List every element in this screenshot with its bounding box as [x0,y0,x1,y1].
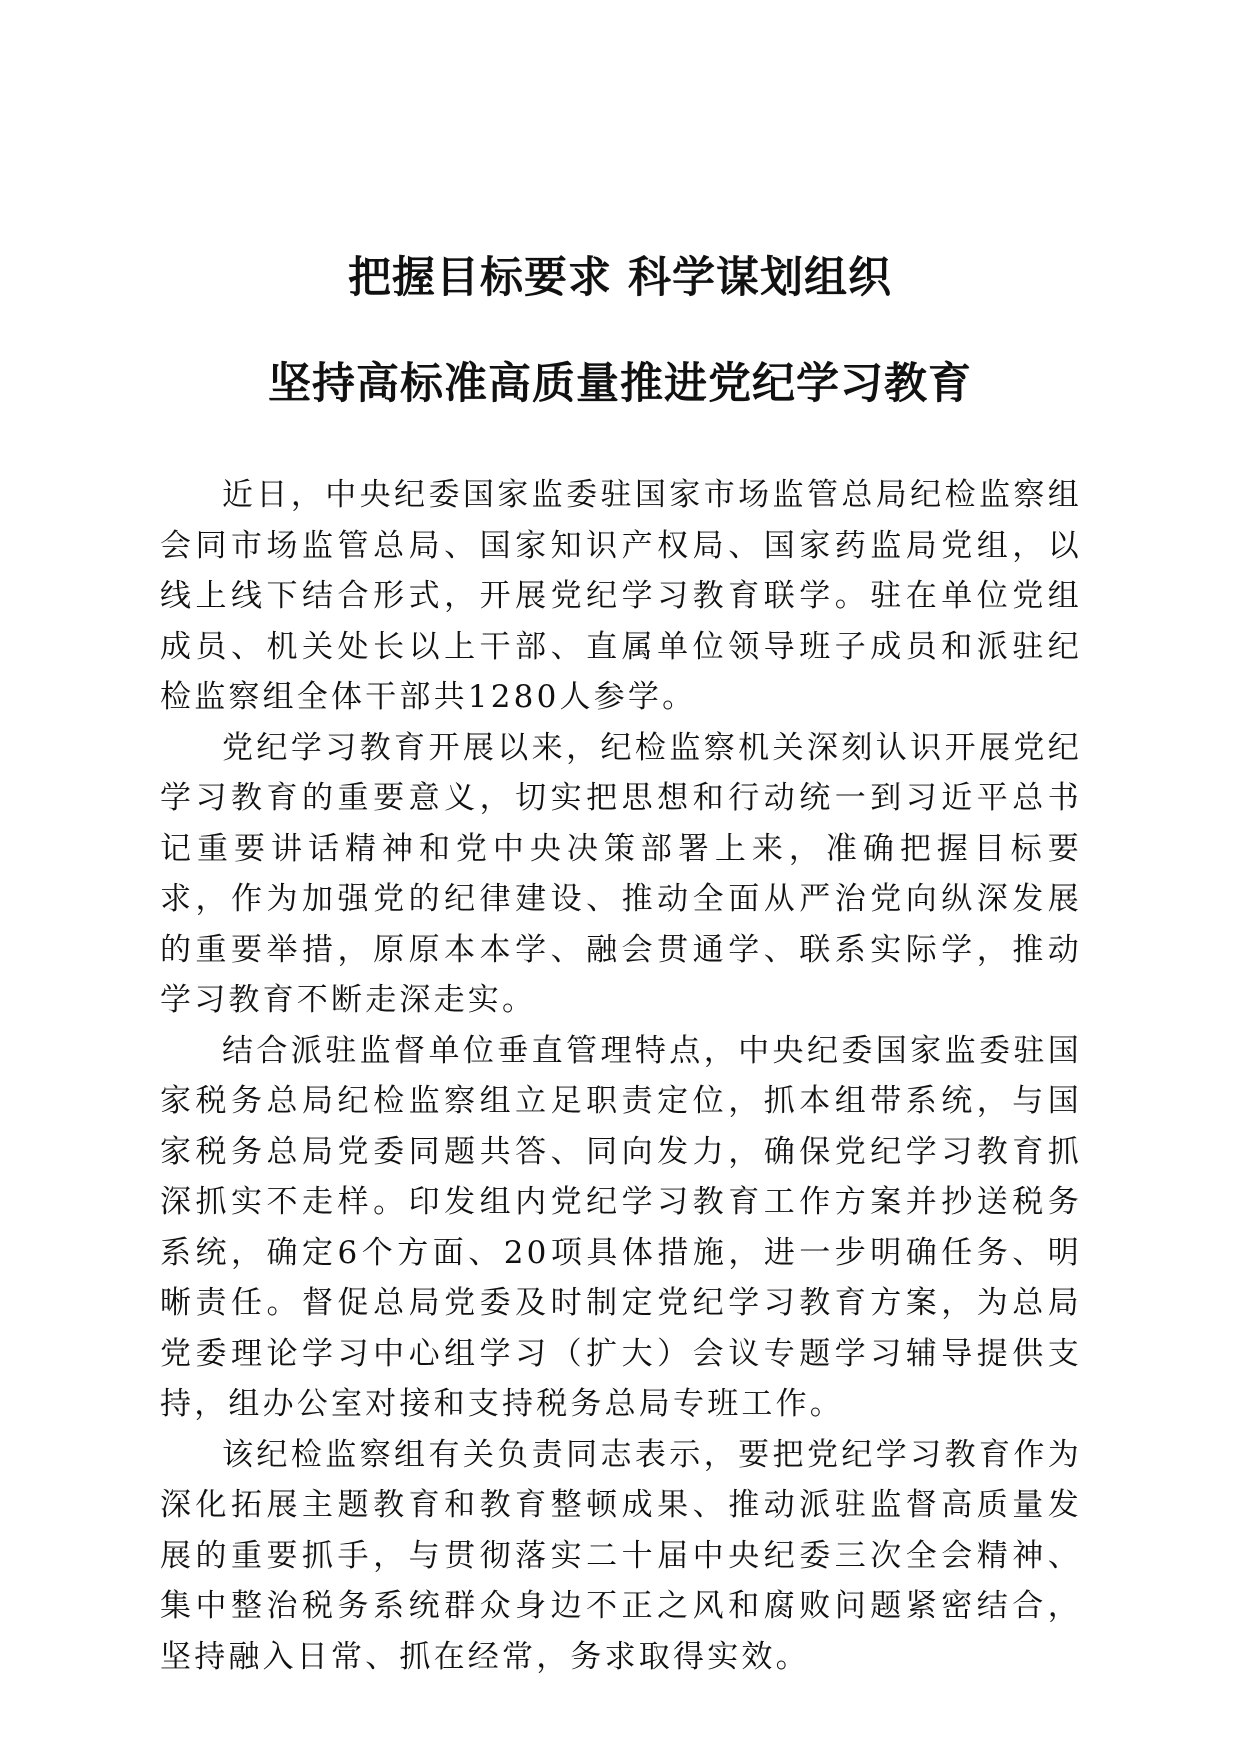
title-line-1: 把握目标要求 科学谋划组织 [348,253,892,303]
paragraph-1: 近日，中央纪委国家监委驻国家市场监管总局纪检监察组会同市场监管总局、国家知识产权局、国家药监局党组，以线上线下结合形式，开展党纪学习教育联学。驻在单位党组成员、机关处长以上干部、直属单位领导班子成员和派驻纪检监察组全体干部共1280人参学。 [160,477,1082,715]
title-line-2: 坚持高标准高质量推进党纪学习教育 [268,359,972,409]
document-body [160,470,1082,1682]
paragraph-3: 结合派驻监督单位垂直管理特点，中央纪委国家监委驻国家税务总局纪检监察组立足职责定位，抓本组带系统，与国家税务总局党委同题共答、同向发力，确保党纪学习教育抓深抓实不走样。印发组内党纪学习教育工作方案并抄送税务系统，确定6个方面、20项具体措施，进一步明确任务、明晰责任。督促总局党委及时制定党纪学习教育方案，为总局党委理论学习中心组学习（扩大）会议专题学习辅导提供支持，组办公室对接和支持税务总局专班工作。 [160,1032,1082,1422]
paragraph-2: 党纪学习教育开展以来，纪检监察机关深刻认识开展党纪学习教育的重要意义，切实把思想和行动统一到习近平总书记重要讲话精神和党中央决策部署上来，准确把握目标要求，作为加强党的纪律建设、推动全面从严治党向纵深发展的重要举措，原原本本学、融会贯通学、联系实际学，推动学习教育不断走深走实。 [160,729,1082,1018]
paragraph-4: 该纪检监察组有关负责同志表示，要把党纪学习教育作为深化拓展主题教育和教育整顿成果、推动派驻监督高质量发展的重要抓手，与贯彻落实二十届中央纪委三次全会精神、集中整治税务系统群众身边不正之风和腐败问题紧密结合，坚持融入日常、抓在经常，务求取得实效。 [160,1436,1082,1675]
document-title [100,250,1140,462]
